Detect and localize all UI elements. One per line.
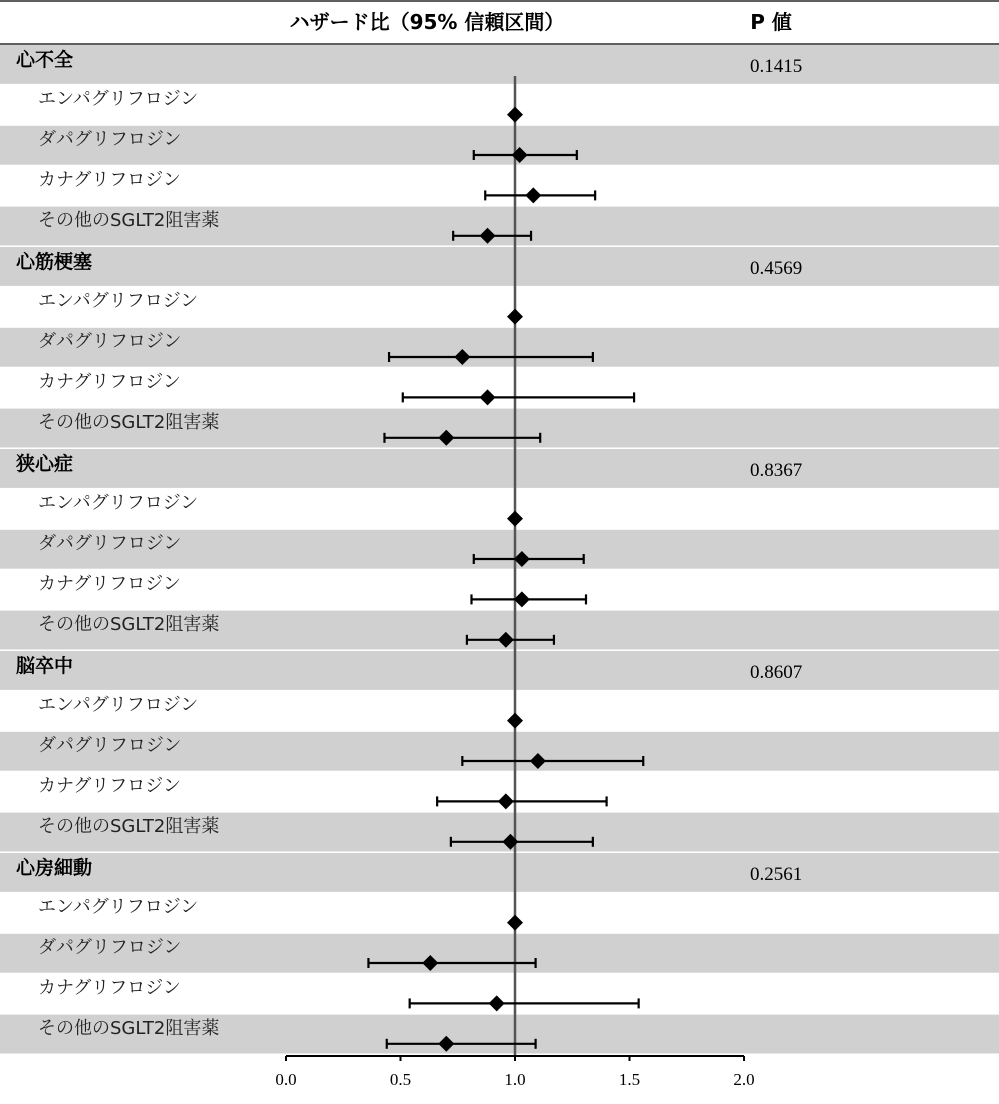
drug-label: カナグリフロジン	[38, 977, 181, 999]
drug-label: ダパグリフロジン	[38, 937, 182, 958]
drug-label: カナグリフロジン	[38, 371, 181, 393]
group-band	[0, 651, 999, 690]
x-tick-label: 1.5	[618, 1070, 641, 1089]
hr-marker	[507, 107, 523, 123]
p-value: 0.4569	[750, 258, 803, 280]
group-label: 脳卒中	[16, 655, 74, 678]
x-axis	[275, 1056, 754, 1089]
drug-label: エンパグリフロジン	[38, 290, 199, 312]
drug-label: ダパグリフロジン	[38, 533, 182, 554]
drug-label: ダパグリフロジン	[38, 735, 182, 756]
x-tick-label: 0.0	[275, 1070, 297, 1089]
group-label: 狭心症	[16, 453, 74, 476]
group-band	[0, 45, 999, 84]
drug-label: その他のSGLT2阻害薬	[38, 1017, 220, 1039]
hr-marker	[498, 793, 514, 809]
hr-marker	[480, 389, 496, 405]
hr-marker	[525, 187, 541, 203]
drug-label: ダパグリフロジン	[38, 129, 182, 150]
drug-label: その他のSGLT2阻害薬	[38, 209, 220, 231]
drug-label: その他のSGLT2阻害薬	[38, 411, 220, 433]
x-tick-label: 0.5	[389, 1070, 412, 1089]
group-band	[0, 449, 999, 488]
hr-marker	[514, 591, 530, 607]
hr-marker	[507, 713, 523, 729]
p-value: 0.2561	[750, 864, 803, 886]
x-tick-label: 2.0	[733, 1070, 755, 1089]
header-effect-label: ハザード比（95% 信頼区間）	[289, 10, 565, 34]
group-label: 心房細動	[16, 857, 93, 880]
hr-marker	[507, 309, 523, 325]
drug-label: カナグリフロジン	[38, 169, 181, 191]
header-pvalue-label: P 値	[750, 10, 792, 34]
drug-label: エンパグリフロジン	[38, 694, 199, 716]
drug-label: カナグリフロジン	[38, 573, 181, 595]
group-band	[0, 853, 999, 892]
drug-label: エンパグリフロジン	[38, 88, 199, 110]
p-value: 0.8367	[750, 460, 803, 482]
group-label: 心筋梗塞	[16, 251, 93, 274]
drug-label: カナグリフロジン	[38, 775, 181, 797]
p-value: 0.8607	[750, 662, 803, 684]
drug-label: その他のSGLT2阻害薬	[38, 815, 220, 837]
drug-label: エンパグリフロジン	[38, 492, 199, 514]
hr-marker	[489, 995, 505, 1011]
group-label: 心不全	[16, 49, 74, 72]
hr-marker	[507, 915, 523, 931]
hr-marker	[507, 511, 523, 527]
drug-label: エンパグリフロジン	[38, 896, 199, 918]
drug-label: ダパグリフロジン	[38, 331, 182, 352]
p-value: 0.1415	[750, 56, 803, 78]
group-band	[0, 247, 999, 286]
x-tick-label: 1.0	[504, 1070, 526, 1089]
drug-label: その他のSGLT2阻害薬	[38, 613, 220, 635]
